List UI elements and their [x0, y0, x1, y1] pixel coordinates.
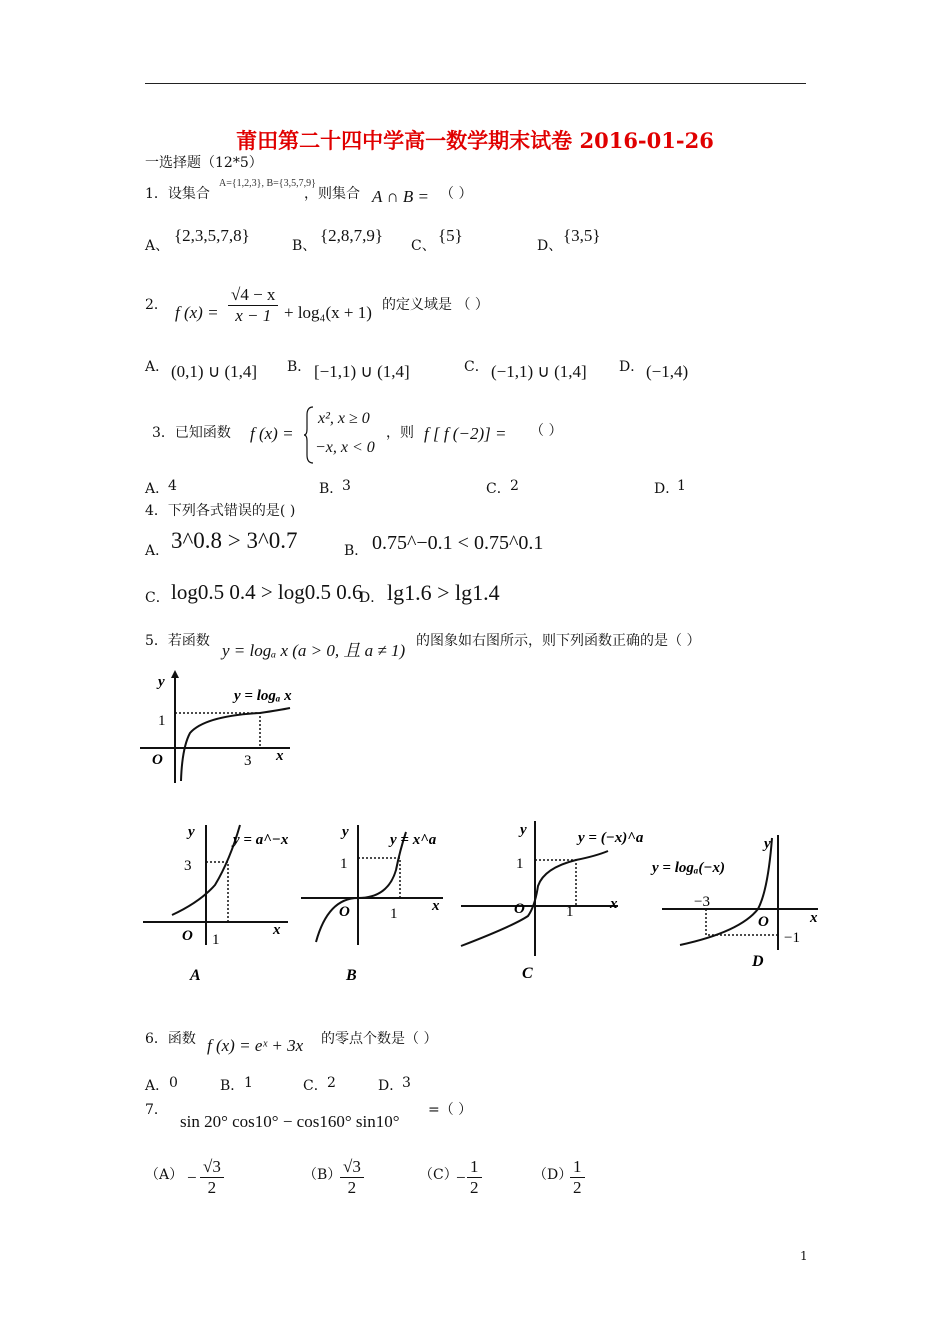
- q5-stem-a: 5．若函数: [145, 633, 210, 649]
- q4-stem: 4．下列各式错误的是( ): [145, 503, 296, 519]
- q3-opt-c: 2: [510, 478, 519, 494]
- q6-opt-d: 3: [402, 1075, 411, 1091]
- q7-opt-b-frac: [340, 1157, 364, 1198]
- graph-d: [650, 830, 830, 975]
- q7-opt-d-key: （D）: [533, 1167, 573, 1183]
- q7-opt-b-den: 2: [347, 1178, 357, 1197]
- y-tick-1: 1: [158, 713, 166, 729]
- q2-opt-a-key: A．: [145, 359, 170, 375]
- q3-stem-b: ，则: [386, 425, 414, 441]
- q6-stem-b: 的零点个数是（ ）: [321, 1031, 438, 1047]
- y-axis-label: y: [520, 822, 527, 838]
- x-axis-label: x: [810, 910, 818, 926]
- origin-label: O: [182, 928, 193, 944]
- q6-expr: f (x) = eˣ + 3x: [207, 1036, 304, 1055]
- q7-number: 7．: [145, 1102, 168, 1118]
- q2-number: 2．: [145, 297, 168, 313]
- q1-opt-a: {2,3,5,7,8}: [174, 226, 250, 245]
- q7-opt-c-sign: −: [456, 1168, 466, 1187]
- graph-c-label: y = (−x)^a: [578, 830, 644, 846]
- x-axis-label: x: [276, 748, 284, 764]
- q6-opt-c: 2: [327, 1075, 336, 1091]
- origin-label: O: [758, 914, 769, 930]
- q1-opt-d-key: D、: [537, 238, 563, 254]
- q3-opt-b-key: B．: [319, 481, 344, 497]
- q4-opt-a: 3^0.8 > 3^0.7: [171, 528, 298, 553]
- q7-opt-b-num: √3: [340, 1157, 364, 1178]
- graph-a-letter: A: [190, 967, 201, 984]
- q6-stem-a: 6．函数: [145, 1031, 196, 1047]
- graph-b-letter: B: [346, 967, 357, 984]
- q3-case-2: −x, x < 0: [315, 439, 375, 456]
- y-axis-label: y: [188, 824, 195, 840]
- x-axis-label: x: [610, 896, 618, 912]
- q1-expr: A ∩ B =: [372, 187, 429, 206]
- q2-opt-b-key: B．: [287, 359, 312, 375]
- q5-main-graph: [140, 668, 310, 788]
- q3-opt-a-key: A．: [145, 481, 170, 497]
- page-number: 1: [800, 1249, 808, 1263]
- graph-b-tick-y: 1: [340, 856, 348, 872]
- log-curve: [181, 708, 290, 781]
- q7-opt-a-frac: [200, 1157, 224, 1198]
- q2-numerator: √4 − x: [228, 285, 278, 306]
- q2-opt-d: (−1,4): [646, 362, 689, 381]
- graph-b-tick-x: 1: [390, 906, 398, 922]
- q6-opt-c-key: C．: [303, 1078, 328, 1094]
- graph-d-label: y = logₐ(−x): [652, 860, 725, 876]
- curve: [316, 832, 406, 942]
- q3-opt-c-key: C．: [486, 481, 511, 497]
- q3-brace-icon: [303, 405, 315, 465]
- q3-f: f (x) =: [250, 424, 294, 443]
- q1-sets: A={1,2,3}, B={3,5,7,9}: [219, 178, 316, 189]
- q2-log-term: + log₄(x + 1): [284, 303, 372, 322]
- q3-opt-b: 3: [342, 478, 351, 494]
- q4-opt-a-key: A．: [145, 543, 170, 559]
- header-rule: [145, 83, 806, 84]
- graph-c-tick-x: 1: [566, 904, 574, 920]
- q7-opt-c-key: （C）: [419, 1167, 458, 1183]
- q2-denominator: x − 1: [235, 306, 272, 325]
- q2-opt-c-key: C．: [464, 359, 489, 375]
- q5-expr: y = logₐ x (a > 0, 且 a ≠ 1): [222, 641, 406, 660]
- q2-opt-c: (−1,1) ∪ (1,4]: [491, 362, 587, 381]
- q3-blank: （ ）: [530, 423, 563, 439]
- q7-opt-d-den: 2: [573, 1178, 582, 1197]
- q7-opt-a-key: （A）: [145, 1167, 184, 1183]
- q1-opt-a-key: A、: [145, 238, 170, 254]
- graph-c: [458, 816, 658, 981]
- y-arrow-icon: [171, 670, 179, 678]
- q1-blank: （ ）: [440, 186, 473, 202]
- q7-opt-d-num: 1: [570, 1157, 585, 1178]
- exam-title: 莆田第二十四中学高一数学期末试卷 2016-01-26: [236, 128, 714, 153]
- q3-stem-a: 3．已知函数: [152, 425, 231, 441]
- graph-a: [140, 820, 295, 985]
- q7-opt-a-sign: −: [187, 1168, 197, 1187]
- q1-opt-c: {5}: [438, 226, 463, 245]
- origin-label: O: [152, 752, 163, 768]
- q3-opt-d: 1: [677, 478, 686, 494]
- q6-opt-d-key: D．: [378, 1078, 404, 1094]
- q1-stem-a: 1．设集合: [145, 186, 210, 202]
- x-axis-label: x: [273, 922, 281, 938]
- q7-blank: =（ ）: [428, 1102, 473, 1118]
- curve-label: y = logₐ x: [234, 688, 292, 704]
- graph-c-letter: C: [522, 965, 533, 981]
- origin-label: O: [339, 904, 350, 920]
- q3-opt-d-key: D．: [654, 481, 680, 497]
- q7-opt-c-frac: [467, 1157, 482, 1198]
- q1-opt-b-key: B、: [292, 238, 317, 254]
- graph-a-label: y = a^−x: [233, 832, 289, 848]
- x-tick-3: 3: [244, 753, 252, 769]
- q6-opt-b-key: B．: [220, 1078, 245, 1094]
- graph-d-tick-y: −1: [784, 930, 800, 946]
- q2-opt-a: (0,1) ∪ (1,4]: [171, 362, 258, 381]
- graph-c-tick-y: 1: [516, 856, 524, 872]
- graph-a-tick-x: 1: [212, 932, 220, 948]
- q1-opt-c-key: C、: [411, 238, 436, 254]
- q3-case-1: x², x ≥ 0: [318, 410, 370, 427]
- q2-stem: 的定义域是 （ ）: [382, 297, 489, 313]
- q1-stem-b: ，则集合: [304, 186, 360, 202]
- y-axis-label: y: [764, 836, 771, 852]
- q4-opt-d: lg1.6 > lg1.4: [387, 580, 500, 605]
- x-axis-label: x: [432, 898, 440, 914]
- graph-d-tick-x: −3: [694, 894, 710, 910]
- y-axis-label: y: [158, 674, 165, 690]
- q7-opt-d-frac: [570, 1157, 585, 1198]
- q3-expr: f [ f (−2)] =: [424, 424, 507, 443]
- q4-opt-c: log0.5 0.4 > log0.5 0.6: [171, 580, 363, 604]
- q2-f: f (x) =: [175, 303, 219, 322]
- q6-opt-b: 1: [244, 1075, 253, 1091]
- q3-opt-a: 4: [168, 478, 177, 494]
- graph-d-letter: D: [752, 953, 764, 970]
- q7-opt-b-key: （B）: [303, 1167, 342, 1183]
- q2-opt-d-key: D．: [619, 359, 645, 375]
- q6-opt-a-key: A．: [145, 1078, 170, 1094]
- graph-b: [298, 820, 448, 985]
- graph-b-label: y = x^a: [390, 832, 437, 848]
- graph-a-tick-y: 3: [184, 858, 192, 874]
- q1-opt-b: {2,8,7,9}: [320, 226, 384, 245]
- q4-opt-b: 0.75^−0.1 < 0.75^0.1: [372, 532, 544, 554]
- y-axis-label: y: [342, 824, 349, 840]
- q7-opt-a-den: 2: [207, 1178, 217, 1197]
- q2-fraction: [228, 285, 278, 326]
- q4-opt-b-key: B．: [344, 543, 369, 559]
- q7-opt-c-den: 2: [470, 1178, 479, 1197]
- q7-opt-a-num: √3: [200, 1157, 224, 1178]
- q7-expr: sin 20° cos10° − cos160° sin10°: [180, 1112, 400, 1131]
- q1-opt-d: {3,5}: [563, 226, 601, 245]
- q5-stem-b: 的图象如右图所示，则下列函数正确的是（ ）: [416, 633, 701, 649]
- q4-opt-d-key: D．: [359, 590, 385, 606]
- origin-label: O: [514, 901, 525, 917]
- section-heading: 一选择题（12*5）: [145, 155, 263, 171]
- q4-opt-c-key: C．: [145, 590, 170, 606]
- q2-opt-b: [−1,1) ∪ (1,4]: [314, 362, 410, 381]
- q6-opt-a: 0: [169, 1075, 178, 1091]
- q7-opt-c-num: 1: [467, 1157, 482, 1178]
